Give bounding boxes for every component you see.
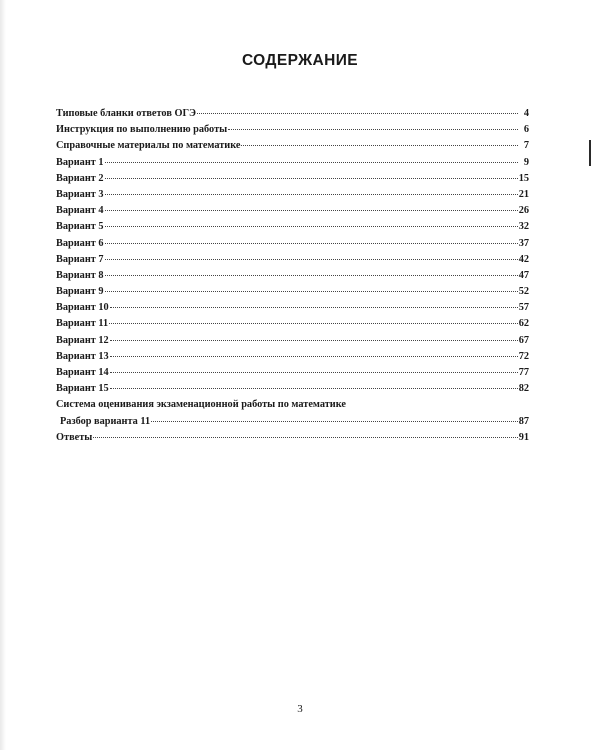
toc-entry-label: Вариант 9 <box>56 286 104 298</box>
toc-dot-leader <box>241 145 518 146</box>
toc-entry[interactable] <box>56 430 529 446</box>
page-edge-shadow <box>0 0 6 750</box>
toc-entry-label: Инструкция по выполнению работы <box>56 124 228 136</box>
margin-mark <box>589 140 591 166</box>
toc-entry[interactable] <box>56 155 529 171</box>
toc-dot-leader <box>109 323 518 324</box>
toc-dot-leader <box>110 307 518 308</box>
toc-entry-page: 7 <box>523 140 529 152</box>
toc-entry[interactable] <box>56 106 529 122</box>
toc-entry-page: 62 <box>518 318 529 330</box>
toc-entry-page: 57 <box>518 302 529 314</box>
toc-entry-label: Типовые бланки ответов ОГЭ <box>56 108 196 119</box>
toc-entry[interactable] <box>56 349 529 365</box>
toc-entry[interactable] <box>56 414 529 430</box>
toc-entry[interactable] <box>56 219 529 235</box>
toc-entry[interactable] <box>56 284 529 300</box>
toc-entry-label: Вариант 14 <box>56 367 109 378</box>
toc-dot-leader <box>197 113 518 114</box>
toc-entry-page: 15 <box>518 172 529 184</box>
toc-entry-label: Вариант 4 <box>56 205 104 217</box>
toc-entry[interactable] <box>56 333 529 349</box>
toc-entry[interactable] <box>56 187 529 203</box>
toc-entry-label: Вариант 8 <box>56 269 104 281</box>
toc-entry-label: Вариант 13 <box>56 350 109 362</box>
toc-entry-label: Вариант 7 <box>56 253 104 265</box>
toc-entry-label: Ответы <box>56 431 93 443</box>
toc-dot-leader <box>105 259 518 260</box>
toc-entry-label: Вариант 10 <box>56 302 109 314</box>
toc-entry-page: 82 <box>518 383 529 395</box>
toc-entry[interactable] <box>56 236 529 252</box>
toc-entry-label: Вариант 15 <box>56 383 109 395</box>
toc-entry-label: Разбор варианта 11 <box>60 415 151 427</box>
toc-dot-leader <box>105 275 518 276</box>
toc-entry-page: 72 <box>518 350 529 362</box>
toc-entry[interactable] <box>56 252 529 268</box>
toc-entry-page: 32 <box>518 221 529 233</box>
toc-entry-page: 9 <box>523 156 529 168</box>
toc-entry-page: 91 <box>518 431 529 443</box>
toc-dot-leader <box>110 372 518 373</box>
toc-dot-leader <box>151 421 518 422</box>
toc-entry-label: Вариант 6 <box>56 237 104 249</box>
toc-dot-leader <box>105 178 518 179</box>
toc-entry-page: 21 <box>518 188 529 200</box>
toc-entry-label: Вариант 3 <box>56 188 104 200</box>
toc-entry-label: Система оценивания экзаменационной работы по математике <box>56 399 346 411</box>
toc-dot-leader <box>105 194 518 195</box>
toc-dot-leader <box>93 437 517 438</box>
toc-entry-page: 4 <box>523 108 529 119</box>
toc-entry[interactable] <box>56 138 529 154</box>
toc-dot-leader <box>110 388 518 389</box>
toc-entry[interactable] <box>56 203 529 219</box>
toc-entry-page: 67 <box>518 334 529 346</box>
toc-dot-leader <box>105 243 518 244</box>
toc-entry-label: Справочные материалы по математике <box>56 140 241 152</box>
toc-entry[interactable] <box>56 381 529 397</box>
toc-entry[interactable] <box>56 122 529 138</box>
toc-entry-label: Вариант 11 <box>56 318 109 330</box>
toc-dot-leader <box>110 340 518 341</box>
page-title: СОДЕРЖАНИЕ <box>241 52 359 69</box>
page-number: 3 <box>297 703 303 715</box>
toc-entry-page: 47 <box>518 269 529 281</box>
toc-dot-leader <box>105 291 518 292</box>
toc-entry-label: Вариант 12 <box>56 334 109 346</box>
toc-dot-leader <box>105 210 518 211</box>
toc-entry-page: 37 <box>518 237 529 249</box>
toc-dot-leader <box>105 162 518 163</box>
toc-entry[interactable] <box>56 300 529 316</box>
table-of-contents <box>56 106 529 446</box>
toc-entry-page: 87 <box>518 415 529 427</box>
toc-dot-leader <box>105 226 518 227</box>
toc-entry-label: Вариант 1 <box>56 156 104 168</box>
toc-entry[interactable] <box>56 171 529 187</box>
toc-entry-label: Вариант 2 <box>56 172 104 184</box>
toc-entry[interactable] <box>56 268 529 284</box>
toc-entry-page: 42 <box>518 253 529 265</box>
toc-dot-leader <box>110 356 518 357</box>
toc-entry-page: 6 <box>523 124 529 136</box>
toc-entry[interactable] <box>56 365 529 381</box>
toc-entry[interactable] <box>56 316 529 332</box>
toc-dot-leader <box>228 129 518 130</box>
toc-entry[interactable] <box>56 397 529 413</box>
toc-entry-page: 26 <box>518 205 529 217</box>
toc-entry-page: 77 <box>518 367 529 378</box>
toc-entry-page: 52 <box>518 286 529 298</box>
toc-entry-label: Вариант 5 <box>56 221 104 233</box>
